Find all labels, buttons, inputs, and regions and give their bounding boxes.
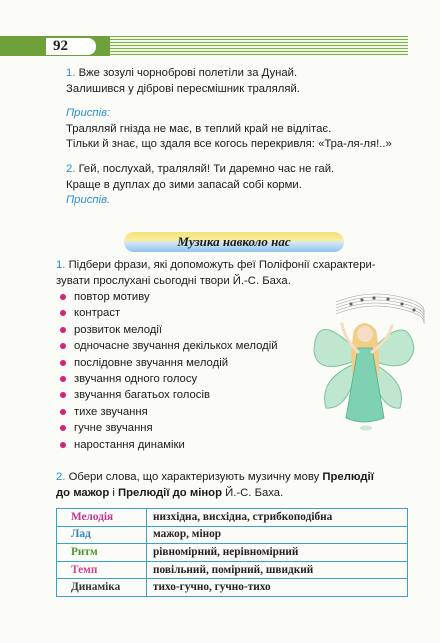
task-1	[56, 258, 386, 289]
task-1-line-1	[56, 258, 386, 274]
table-row	[57, 526, 408, 544]
list-item	[60, 322, 278, 338]
verse-2-line-2: Краще в дуплах до зими запасай собі корми.	[66, 178, 302, 191]
verse-2-line-1	[66, 162, 334, 178]
task-2	[56, 470, 416, 501]
task-2-number: 2.	[56, 471, 66, 483]
term-cell: Динаміка	[57, 579, 147, 597]
list-item-text: розвиток мелодії	[74, 323, 163, 336]
music-staff-ribbon	[336, 294, 424, 324]
term-cell: Темп	[57, 561, 147, 579]
verse-1-number: 1.	[66, 67, 76, 79]
verse-2	[66, 162, 334, 209]
fairy-illustration	[296, 290, 426, 440]
verse-1	[66, 66, 300, 97]
music-terms-table	[56, 508, 408, 597]
list-item	[60, 387, 278, 403]
section-title: Музика навколо нас	[124, 232, 344, 252]
table-row	[57, 509, 408, 527]
task-1-number: 1.	[56, 259, 66, 271]
verse-1-line-2: Залишився у діброві пересмішник траляляй.	[66, 82, 300, 95]
bullet-icon	[60, 310, 66, 316]
term-cell: Ритм	[57, 544, 147, 562]
list-item	[60, 437, 278, 453]
fairy-feet	[360, 426, 372, 431]
list-item	[60, 305, 278, 321]
list-item	[60, 420, 278, 436]
list-item-text: тихе звучання	[74, 405, 148, 418]
list-item	[60, 338, 278, 354]
table-row	[57, 579, 408, 597]
task-2-line-1	[56, 470, 416, 486]
table-row	[57, 544, 408, 562]
task-2-bold-a: Прелюдії	[322, 471, 374, 483]
list-item-text: одночасне звучання декількох мелодій	[74, 340, 278, 353]
list-item-text: наростання динаміки	[74, 438, 185, 451]
bullet-icon	[60, 409, 66, 415]
desc-cell: повільний, помірний, швидкий	[147, 561, 408, 579]
chorus-line-1: Траляляй гнізда не має, в теплий край не відлітає.	[66, 122, 332, 135]
desc-cell: низхідна, висхідна, стрибкоподібна	[147, 509, 408, 527]
list-item-text: звучання одного голосу	[74, 372, 198, 385]
list-item-text: послідовне звучання мелодій	[74, 356, 229, 369]
bullet-icon	[60, 376, 66, 382]
desc-cell: рівномірний, нерівномірний	[147, 544, 408, 562]
bullet-icon	[60, 327, 66, 333]
task-2-bold-c: Прелюдії до мінор	[118, 486, 222, 499]
chorus-line-2: Тільки й знає, що здаля все когось перекривля: «Тра-ля-ля!..»	[66, 138, 392, 150]
list-item-text: звучання багатьох голосів	[74, 389, 210, 402]
task-2-line-2	[56, 486, 416, 502]
bullet-icon	[60, 343, 66, 349]
bullet-icon	[60, 425, 66, 431]
task-1-line-2: зувати прослухані сьогодні твори Й.-С. Баха.	[56, 274, 291, 287]
desc-cell: тихо-гучно, гучно-тихо	[147, 579, 408, 597]
phrase-list	[60, 289, 278, 453]
list-item-text: контраст	[74, 307, 121, 320]
bullet-icon	[60, 360, 66, 366]
chorus-label: Приспів:	[66, 107, 111, 119]
list-item	[60, 404, 278, 420]
verse-1-line-1	[66, 66, 300, 82]
bullet-icon	[60, 294, 66, 300]
task-2-text-b: і	[112, 486, 115, 499]
bullet-icon	[60, 442, 66, 448]
table-row	[57, 561, 408, 579]
verse-1-line-1-text: Вже зозулі чорноброві полетіли за Дунай.	[78, 67, 298, 79]
term-cell: Лад	[57, 526, 147, 544]
list-item-text: гучне звучання	[74, 422, 153, 435]
term-cell: Мелодія	[57, 509, 147, 527]
task-2-text-a: Обери слова, що характеризують музичну мову	[68, 471, 320, 483]
list-item	[60, 355, 278, 371]
task-2-bold-b: до мажор	[56, 486, 110, 499]
bullet-icon	[60, 392, 66, 398]
list-item	[60, 289, 278, 305]
list-item	[60, 371, 278, 387]
task-1-text-1: Підбери фрази, які допоможуть феї Поліфонії схарактери-	[68, 259, 376, 271]
chorus	[66, 106, 392, 153]
desc-cell: мажор, мінор	[147, 526, 408, 544]
page-number: 92	[46, 38, 96, 55]
list-item-text: повтор мотиву	[74, 291, 150, 303]
task-2-text-c: Й.-С. Баха.	[225, 486, 284, 499]
verse-2-number: 2.	[66, 163, 76, 175]
verse-2-chorus-ref: Приспів.	[66, 194, 111, 206]
fairy-face	[357, 326, 373, 342]
verse-2-line-1-text: Гей, послухай, траляляй! Ти даремно час не гай.	[78, 163, 335, 175]
